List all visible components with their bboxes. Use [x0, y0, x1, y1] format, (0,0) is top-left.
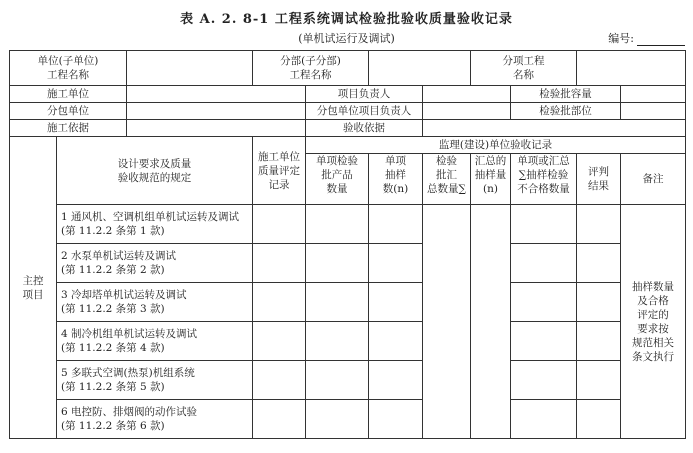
table-row: [10, 400, 686, 439]
sub-manager-value[interactable]: [423, 103, 511, 120]
project-manager-value[interactable]: [423, 86, 511, 103]
unit-value[interactable]: [127, 51, 253, 86]
table-row: [10, 205, 686, 244]
contractor-record-cell[interactable]: [253, 283, 306, 322]
single-sample-cell[interactable]: [369, 322, 423, 361]
single-qty-cell[interactable]: [306, 322, 369, 361]
table-row: [10, 244, 686, 283]
single-sample-cell[interactable]: [369, 205, 423, 244]
form-subtitle: (单机试运行及调试): [298, 32, 395, 45]
item-4: 4 制冷机组单机试运转及调试 (第 11.2.2 条第 4 款): [57, 322, 253, 361]
design-req-header: 设计要求及质量 验收规范的规定: [57, 137, 253, 205]
single-sample-cell[interactable]: [369, 283, 423, 322]
acceptance-basis-label: 验收依据: [306, 120, 423, 137]
remarks-header: 备注: [621, 154, 686, 205]
subitem-value[interactable]: [577, 51, 686, 86]
judgement-cell[interactable]: [577, 322, 621, 361]
table-row: [10, 322, 686, 361]
contractor-record-header: 施工单位 质量评定 记录: [253, 137, 306, 205]
remark-text: 抽样数量 及合格 评定的 要求按 规范相关 条文执行: [621, 205, 686, 439]
contractor-label: 施工单位: [10, 86, 127, 103]
judgement-cell[interactable]: [577, 400, 621, 439]
division-value[interactable]: [369, 51, 471, 86]
contractor-record-cell[interactable]: [253, 205, 306, 244]
fail-count-cell[interactable]: [511, 361, 577, 400]
contractor-record-cell[interactable]: [253, 400, 306, 439]
single-qty-cell[interactable]: [306, 400, 369, 439]
judgement-cell[interactable]: [577, 361, 621, 400]
sub-manager-label: 分包单位项目负责人: [306, 103, 423, 120]
batch-total-header: 检验 批汇 总数量∑: [423, 154, 471, 205]
single-sample-cell[interactable]: [369, 244, 423, 283]
single-sample-cell[interactable]: [369, 400, 423, 439]
basis-value[interactable]: [127, 120, 306, 137]
item-6: 6 电控防、排烟阀的动作试验 (第 11.2.2 条第 6 款): [57, 400, 253, 439]
total-sample-header: 汇总的 抽样量 (n): [471, 154, 511, 205]
serial-label: 编号:: [608, 32, 634, 45]
subcontractor-value[interactable]: [127, 103, 306, 120]
serial-blank[interactable]: [637, 33, 685, 46]
judgement-cell[interactable]: [577, 283, 621, 322]
division-label: 分部(子分部) 工程名称: [253, 51, 369, 86]
project-manager-label: 项目负责人: [306, 86, 423, 103]
contractor-record-cell[interactable]: [253, 361, 306, 400]
single-qty-cell[interactable]: [306, 205, 369, 244]
subcontractor-label: 分包单位: [10, 103, 127, 120]
single-sample-cell[interactable]: [369, 361, 423, 400]
judgement-header: 评判 结果: [577, 154, 621, 205]
single-qty-cell[interactable]: [306, 244, 369, 283]
fail-count-cell[interactable]: [511, 283, 577, 322]
table-row: [10, 283, 686, 322]
item-1: 1 通风机、空调机组单机试运转及调试(第 11.2.2 条第 1 款): [57, 205, 253, 244]
basis-label: 施工依据: [10, 120, 127, 137]
single-sample-header: 单项 抽样 数(n): [369, 154, 423, 205]
batch-total-cell[interactable]: [423, 205, 471, 439]
item-2: 2 水泵单机试运转及调试 (第 11.2.2 条第 2 款): [57, 244, 253, 283]
batch-location-label: 检验批部位: [511, 103, 621, 120]
contractor-record-cell[interactable]: [253, 244, 306, 283]
single-qty-header: 单项检验 批产品 数量: [306, 154, 369, 205]
unit-label: 单位(子单位) 工程名称: [10, 51, 127, 86]
total-sample-cell[interactable]: [471, 205, 511, 439]
judgement-cell[interactable]: [577, 244, 621, 283]
item-3: 3 冷却塔单机试运转及调试 (第 11.2.2 条第 3 款): [57, 283, 253, 322]
batch-capacity-label: 检验批容量: [511, 86, 621, 103]
fail-count-cell[interactable]: [511, 322, 577, 361]
judgement-cell[interactable]: [577, 205, 621, 244]
serial-number-field: [608, 30, 685, 46]
batch-location-value[interactable]: [621, 103, 686, 120]
single-qty-cell[interactable]: [306, 361, 369, 400]
supervision-group-header: 监理(建设)单位验收记录: [306, 137, 686, 154]
main-control-label: 主控 项目: [10, 137, 57, 439]
acceptance-record-table: [9, 50, 686, 439]
fail-count-cell[interactable]: [511, 400, 577, 439]
fail-count-cell[interactable]: [511, 205, 577, 244]
fail-count-header: 单项或汇总 ∑抽样检验 不合格数量: [511, 154, 577, 205]
subitem-label: 分项工程 名称: [471, 51, 577, 86]
fail-count-cell[interactable]: [511, 244, 577, 283]
contractor-value[interactable]: [127, 86, 306, 103]
acceptance-basis-value[interactable]: [423, 120, 686, 137]
form-title: 表 A. 2. 8-1 工程系统调试检验批验收质量验收记录: [180, 12, 513, 27]
table-row: [10, 361, 686, 400]
batch-capacity-value[interactable]: [621, 86, 686, 103]
item-5: 5 多联式空调(热泵)机组系统 (第 11.2.2 条第 5 款): [57, 361, 253, 400]
single-qty-cell[interactable]: [306, 283, 369, 322]
contractor-record-cell[interactable]: [253, 322, 306, 361]
